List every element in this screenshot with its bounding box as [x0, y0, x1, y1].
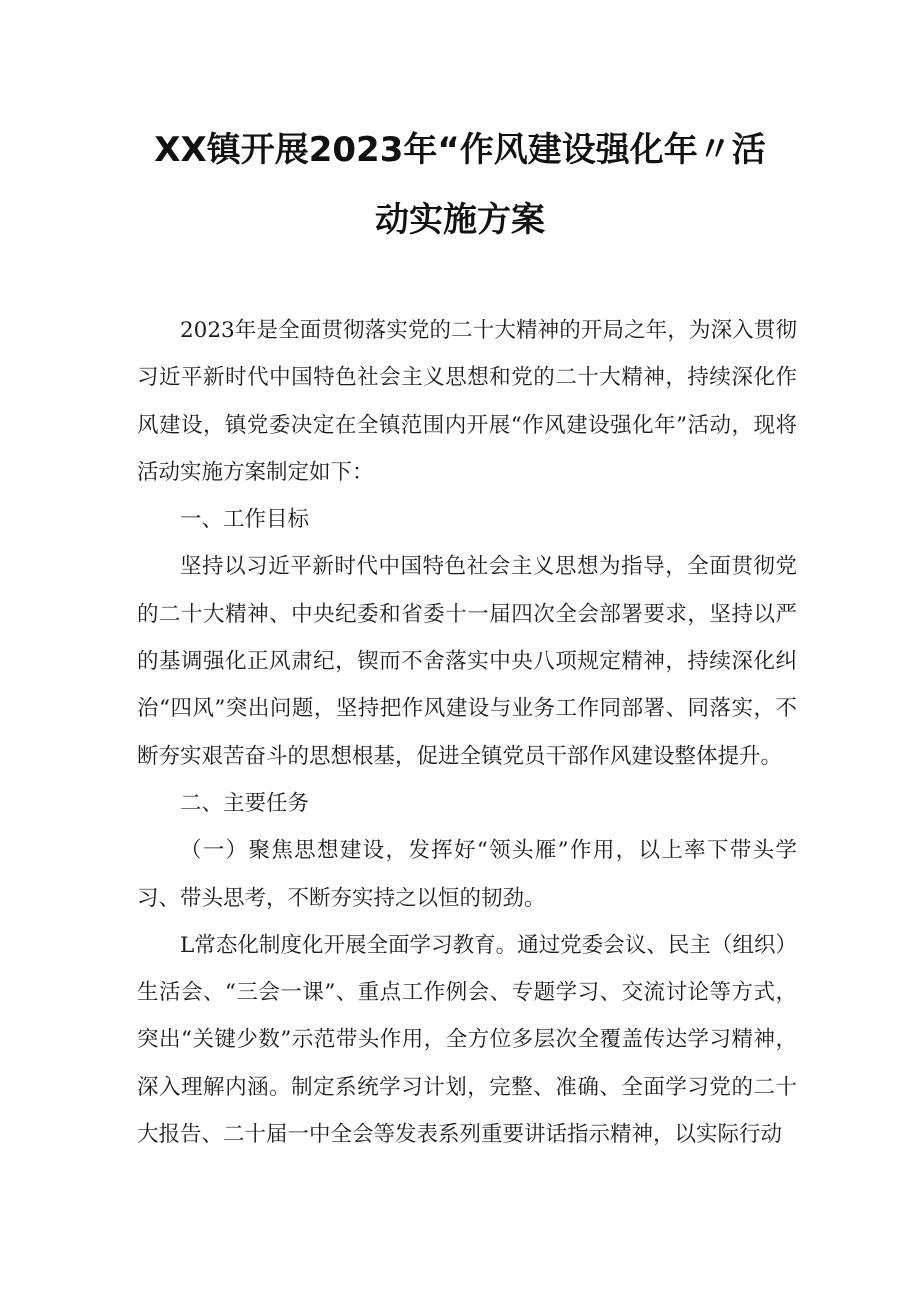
study-education-paragraph: L常态化制度化开展全面学习教育。通过党委会议、民主（组织）生活会、“三会一课”、重点工作例会、专题学习、交流讨论等方式，突出“关键少数”示范带头作用，全方位多层次全覆盖传达学习精神，深入理解内涵。制定系统学习计划，完整、准确、全面学习党的二十大报告、二十届一中全会等发表系列重要讲话指示精神，以实际行动 — [137, 932, 797, 1148]
document-body — [137, 307, 797, 1158]
section-heading-goals: 一、工作目标 — [180, 507, 310, 533]
section-heading-tasks: 二、主要任务 — [180, 790, 310, 816]
subsection-heading-ideology: （一）聚焦思想建设，发挥好“领头雁”作用，以上率下带头学习、带头思考，不断夯实持之以恒的韧劲。 — [137, 838, 797, 911]
document-title-line-1: XX镇开展2023年“作风建设强化年〃活 — [154, 130, 766, 170]
goals-paragraph: 坚持以习近平新时代中国特色社会主义思想为指导，全面贯彻党的二十大精神、中央纪委和省委十一届四次全会部署要求，坚持以严的基调强化正风肃纪，锲而不舍落实中央八项规定精神，持续深化纠治“四风”突出问题，坚持把作风建设与业务工作同部署、同落实，不断夯实艰苦奋斗的思想根基，促进全镇党员干部作风建设整体提升。 — [137, 554, 797, 769]
intro-paragraph: 2023年是全面贯彻落实党的二十大精神的开局之年，为深入贯彻习近平新时代中国特色社会主义思想和党的二十大精神，持续深化作风建设，镇党委决定在全镇范围内开展“作风建设强化年”活动，现将活动实施方案制定如下： — [137, 318, 797, 485]
document-title-line-2: 动实施方案 — [375, 200, 545, 240]
